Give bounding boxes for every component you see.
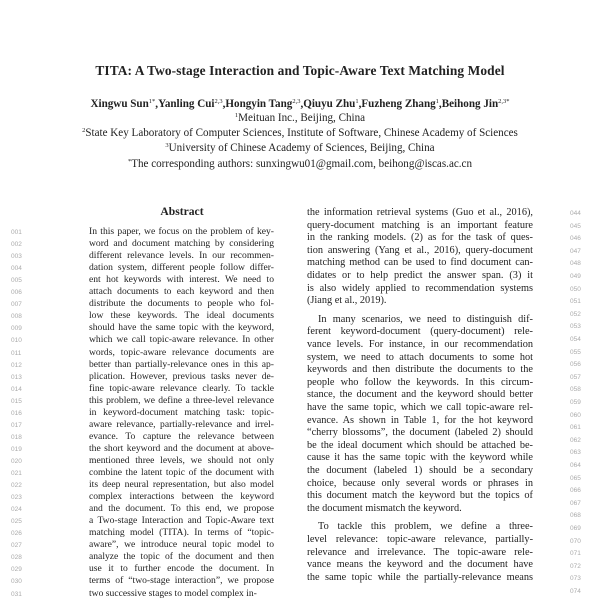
abstract-line: attach documents to each keyword and then <box>89 286 274 298</box>
line-number: 054 <box>570 336 581 343</box>
body-text-line: didates or to help predict the answer span. (3) it <box>307 270 533 281</box>
abstract-line: in keyword-document matching task: topic- <box>89 406 274 418</box>
line-number: 051 <box>570 298 581 306</box>
abstract-line: and the document. To this end, we propose <box>89 503 274 515</box>
affiliation-sup: 2 <box>82 127 86 134</box>
author <box>225 98 300 110</box>
line-number: 004 <box>11 265 22 273</box>
body-text-line: have the same topic, which we call topic-aware rel- <box>307 402 533 413</box>
abstract-line: the short keyword and the document at above- <box>89 442 274 454</box>
author-name: Yanling Cui <box>158 98 215 110</box>
body-text-line: choice, because only several words or phrases in <box>307 477 533 489</box>
line-number: 056 <box>570 361 581 369</box>
affiliation <box>0 127 600 139</box>
line-number: 055 <box>570 348 581 356</box>
body-text-line: system, we need to attach documents to some hot <box>307 351 533 363</box>
affiliation-text: University of Chinese Academy of Sciences, Beijing, China <box>168 142 435 154</box>
line-number: 060 <box>570 411 581 419</box>
line-number: 022 <box>11 482 22 490</box>
author-name: Xingwu Sun <box>90 98 149 110</box>
abstract-line: matching model (TITA). In terms of “topic- <box>89 527 274 539</box>
body-text-line: is also widely applied to recommendation systems <box>307 282 533 294</box>
line-number: 028 <box>11 554 22 562</box>
line-number: 008 <box>11 313 22 321</box>
author-name: Qiuyu Zhu <box>303 98 356 110</box>
line-number: 069 <box>570 525 581 532</box>
line-number: 012 <box>11 361 22 369</box>
author <box>158 98 223 110</box>
line-number: 053 <box>570 323 581 331</box>
author <box>442 98 510 110</box>
line-number: 047 <box>570 247 581 255</box>
body-text-line: vance means the keyword and the document have <box>307 559 533 571</box>
body-text-line: level relevance: topic-aware relevance, partially- <box>307 534 533 545</box>
author-name: Beihong Jin <box>441 98 499 110</box>
line-number: 015 <box>11 397 22 405</box>
abstract-line: distribute the documents to people who fol- <box>89 298 274 310</box>
line-number: 007 <box>11 301 22 309</box>
body-text-line: in the ranking models. (2) as for the task of ques- <box>307 232 533 244</box>
line-number: 057 <box>570 373 581 381</box>
abstract-line: low these keywords. The ideal documents <box>89 310 274 322</box>
body-text-line: the information retrieval systems (Guo et al., 2016), <box>307 207 533 218</box>
line-number: 020 <box>11 457 22 465</box>
line-number: 063 <box>570 449 581 457</box>
line-number: 050 <box>570 285 581 293</box>
line-number: 011 <box>11 349 22 357</box>
affiliation-sup: 1 <box>234 112 239 119</box>
body-text-line: people who follow the keywords. In this circum- <box>307 376 533 388</box>
abstract-line: In this paper, we focus on the problem of key- <box>89 226 274 237</box>
abstract-line: words, topic-aware relevance documents are <box>89 346 274 358</box>
affiliation <box>0 142 600 154</box>
author-sup: 2,3* <box>498 98 510 105</box>
author-list: Xingwu Sun$^{1*}$,Yanling Cui$^{2,3}$,Hongyin Tang$^{2,3}$,Qiuyu Zhu$^1$,Fuzheng Zhang$^1$,Beihong Jin$^{2,3*}$ <box>90 98 510 110</box>
line-number: 014 <box>11 385 22 393</box>
line-number: 026 <box>11 530 22 538</box>
abstract-line: evance. To capture the relevance between <box>89 430 274 442</box>
author-sup: 1* <box>148 98 156 105</box>
abstract-line: plication. However, previous tasks never de- <box>89 370 274 382</box>
line-number: 017 <box>11 421 22 429</box>
line-number: 074 <box>570 588 581 595</box>
line-number: 065 <box>570 474 581 482</box>
abstract-line: fine topic-aware relevance clearly. To tackle <box>89 382 274 394</box>
corresponding-authors <box>0 158 600 170</box>
abstract-heading: Abstract <box>160 205 204 218</box>
line-number: 052 <box>570 310 581 318</box>
affiliation-text: The corresponding authors: sunxingwu01@gmail.com, beihong@iscas.ac.cn <box>131 158 473 170</box>
line-number: 006 <box>11 289 22 297</box>
line-number: 005 <box>11 277 22 285</box>
author-name: Fuzheng Zhang <box>361 98 436 110</box>
line-number: 071 <box>570 550 581 558</box>
abstract-line: combine the latent topic of the document with <box>89 467 274 478</box>
line-number: 067 <box>570 499 581 507</box>
body-text-line: vance levels. For instance, in our recommendation <box>307 339 533 350</box>
author <box>91 98 156 110</box>
line-number: 046 <box>570 235 581 243</box>
line-number: 061 <box>570 424 581 432</box>
line-number: 044 <box>570 210 581 217</box>
line-number: 009 <box>11 325 22 333</box>
body-text-line: To tackle this problem, we define a three- <box>318 521 533 533</box>
abstract-line: terms of “two-stage interaction”, we propose <box>89 575 274 587</box>
line-number: 062 <box>570 436 581 444</box>
line-number: 001 <box>11 229 22 236</box>
body-text-line: the document mismatch the keyword. <box>307 502 462 514</box>
body-text-line: cause it has the same topic with the keyword while <box>307 452 533 464</box>
abstract-line: better than partially-relevance ones in this ap- <box>89 358 274 370</box>
line-number: 066 <box>570 487 581 495</box>
line-number: 072 <box>570 562 581 570</box>
author <box>303 98 358 110</box>
abstract-line: this problem, we define a three-level relevance <box>89 394 274 406</box>
line-number: 049 <box>570 273 581 280</box>
abstract-line: its deep neural representation, but also model <box>89 479 274 491</box>
abstract-line: aware relevance, partially-relevance and irrel- <box>89 418 274 430</box>
abstract-line: should have the same topic with the keyword, <box>89 322 274 334</box>
line-number: 023 <box>11 494 22 502</box>
line-number: 059 <box>570 399 581 406</box>
line-number: 058 <box>570 386 581 394</box>
abstract-line: which we call topic-aware relevance. In other <box>89 334 274 346</box>
body-text-line: matching method can be used to find document can- <box>307 257 533 269</box>
line-number: 003 <box>11 253 22 261</box>
line-number: 024 <box>11 506 22 514</box>
line-number: 021 <box>11 470 22 477</box>
affiliation-text: Meituan Inc., Beijing, China <box>238 112 366 124</box>
line-number: 010 <box>11 337 22 345</box>
abstract-line: analyze the topic of the document and then <box>89 551 274 563</box>
affiliation <box>0 112 600 124</box>
line-number: 064 <box>570 462 581 469</box>
author-sup: 2,3 <box>214 98 223 105</box>
line-number: 018 <box>11 433 22 441</box>
abstract-line: aware”, we introduce neural topic model to <box>89 539 274 551</box>
body-text-line: keywords and then distribute the documents to the <box>307 364 533 376</box>
line-number: 029 <box>11 566 22 574</box>
abstract-line: different relevance levels. In our recommen- <box>89 250 274 262</box>
abstract-line: complex interactions between the keyword <box>89 491 274 503</box>
line-number: 068 <box>570 512 581 520</box>
line-number: 016 <box>11 409 22 417</box>
affiliation-sup: 3 <box>165 142 169 149</box>
body-text-line: the document (labeled 1) should be a secondary <box>307 465 533 476</box>
body-text-line: evance. As shown in Table 1, for the hot keyword <box>307 414 533 426</box>
abstract-line: ent hot keywords with interest. We need to <box>89 274 274 286</box>
affiliation-sup: * <box>127 158 132 165</box>
author-sup: 1 <box>355 98 359 105</box>
line-number: 027 <box>11 542 22 550</box>
body-text-line: stance, the document and the keyword should better <box>307 389 533 401</box>
author-sup: 1 <box>435 98 439 105</box>
line-number: 073 <box>570 575 581 583</box>
line-number: 019 <box>11 445 22 453</box>
paper-title: TITA: A Two-stage Interaction and Topic-Aware Text Matching Model <box>95 63 505 78</box>
body-text-line: In many scenarios, we need to distinguish dif- <box>318 313 533 325</box>
body-text-line: ferent keyword-document (query-document) rele- <box>307 326 533 338</box>
body-text-line: this document match the keyword but the topics of <box>307 490 533 502</box>
author <box>361 98 439 110</box>
author-sup: 2,3 <box>292 98 301 105</box>
affiliation-text: State Key Laboratory of Computer Sciences, Institute of Software, Chinese Academy of Sciences <box>85 127 518 139</box>
abstract-line: a Two-stage Interaction and Topic-Aware text <box>89 515 274 527</box>
body-text-line: be the ideal document which should be attached be- <box>307 439 533 451</box>
abstract-line: use it to further encode the document. In <box>89 563 274 575</box>
author-name: Hongyin Tang <box>225 98 293 110</box>
body-text-line: tion answering (Yang et al., 2016), query-document <box>307 244 533 256</box>
body-text-line: “cherry blossoms”, the document (labeled 2) should <box>307 427 533 439</box>
body-text-line: (Jiang et al., 2019). <box>307 295 387 307</box>
body-text-line: query-document matching is an important feature <box>307 219 533 231</box>
line-number: 031 <box>11 590 22 598</box>
line-number: 048 <box>570 260 581 268</box>
line-number: 025 <box>11 518 22 526</box>
body-text-line: the same topic while the partially-relevance means <box>307 571 533 583</box>
line-number: 045 <box>570 222 581 230</box>
line-number: 013 <box>11 373 22 381</box>
line-number: 002 <box>11 241 22 249</box>
line-number: 030 <box>11 578 22 586</box>
abstract-line: mentioned three levels, we should not only <box>89 454 274 466</box>
body-text-line: relevance and irrelevance. The topic-aware rele- <box>307 546 533 558</box>
abstract-line: two successive stages to model complex in- <box>89 587 257 599</box>
abstract-line: word and document matching by considering <box>89 238 274 250</box>
abstract-line: dation system, different people follow differ- <box>89 262 274 274</box>
line-number: 070 <box>570 537 581 545</box>
